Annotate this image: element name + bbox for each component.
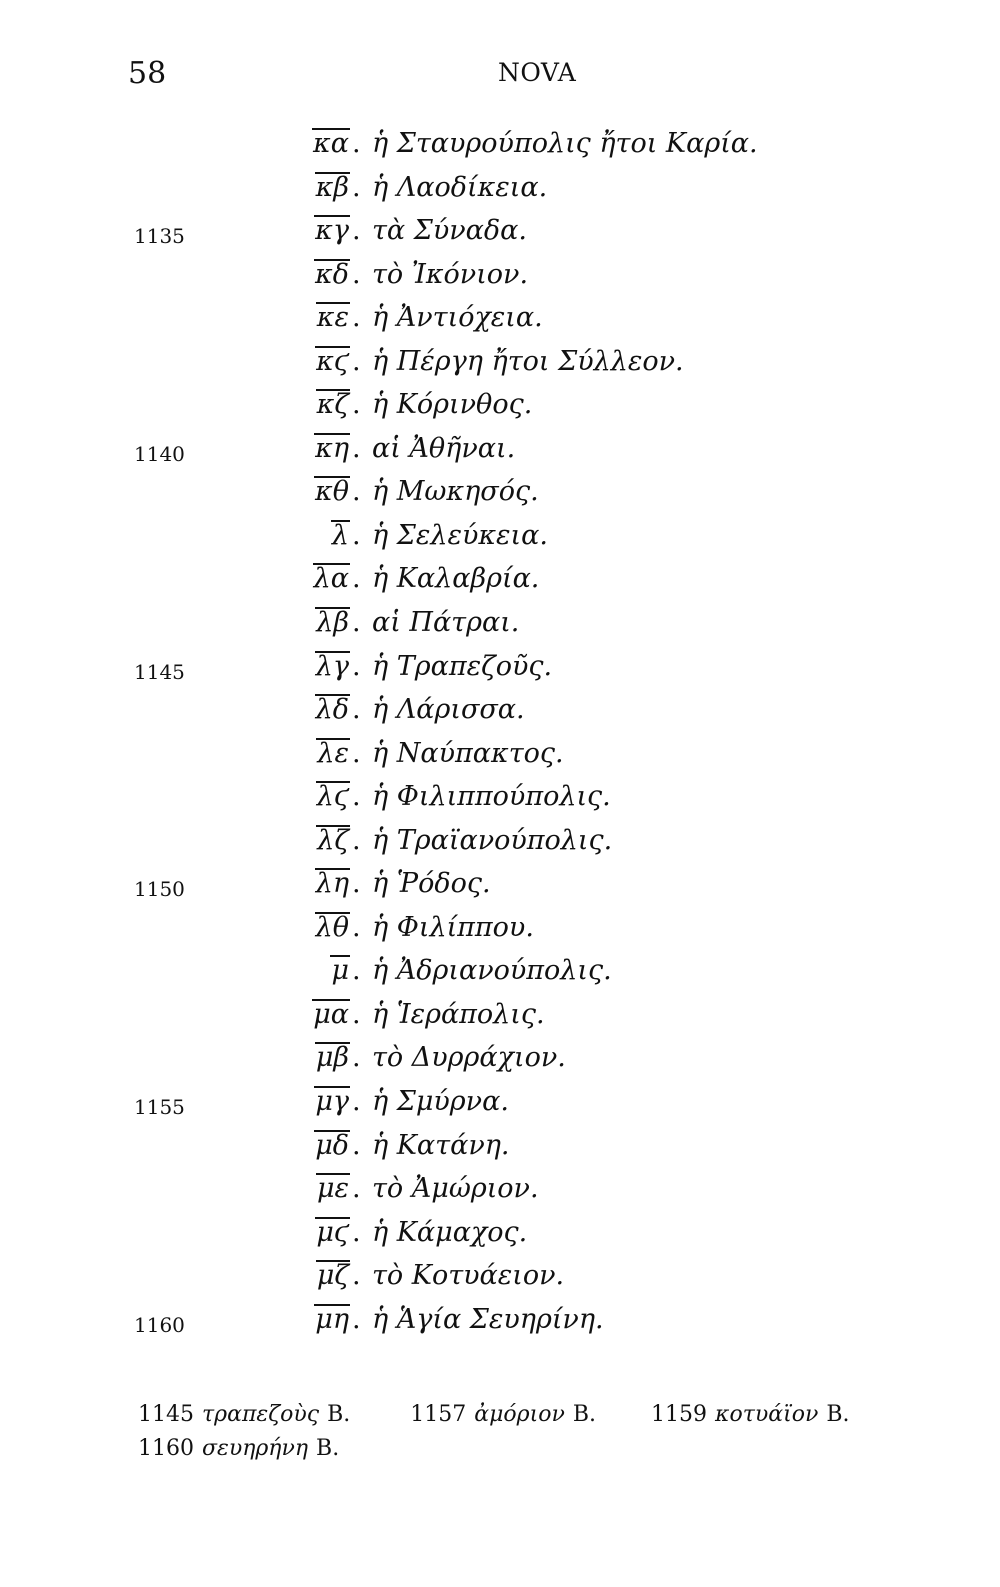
apparatus-note	[410, 1402, 596, 1427]
numeral-dot: .	[352, 955, 361, 987]
line-number: 1155	[134, 1095, 185, 1120]
apparatus-note	[651, 1402, 850, 1427]
entry-text: τὸ Δυρράχιον.	[372, 1042, 566, 1074]
list-entry	[0, 1169, 1000, 1213]
list-entry	[0, 298, 1000, 342]
greek-numeral: λζ	[317, 824, 349, 856]
entry-text: ἡ Λαοδίκεια.	[372, 171, 548, 203]
numeral-dot: .	[352, 302, 361, 334]
list-entry	[0, 690, 1000, 734]
entry-text: ἡ Σμύρνα.	[372, 1086, 509, 1118]
greek-numeral: λδ	[315, 694, 349, 726]
note-line-number: 1157	[410, 1402, 467, 1427]
numeral-dot: .	[352, 1129, 361, 1161]
note-variant: κοτυάϊον	[715, 1402, 819, 1427]
greek-numeral: λε	[317, 737, 349, 769]
list-entry	[0, 1213, 1000, 1257]
note-variant: ἀμόριον	[474, 1402, 565, 1427]
numeral-dot: .	[352, 1173, 361, 1205]
greek-numeral: λ	[331, 519, 349, 551]
list-entry	[0, 1300, 1000, 1344]
numeral-dot: .	[352, 998, 361, 1030]
numeral-dot: .	[352, 1086, 361, 1118]
list-entry	[0, 516, 1000, 560]
greek-numeral: κδ	[315, 258, 349, 290]
entry-text: ἡ Ναύπακτος.	[372, 737, 564, 769]
numeral-dot: .	[352, 128, 361, 159]
greek-numeral: μγ	[315, 1086, 349, 1118]
entry-text: ἡ Φιλιππούπολις.	[372, 781, 611, 813]
numeral-dot: .	[352, 389, 361, 421]
entry-text: αἱ Πάτραι.	[372, 607, 520, 639]
apparatus-line	[138, 1436, 850, 1470]
numeral-dot: .	[352, 694, 361, 726]
numeral-dot: .	[352, 781, 361, 813]
greek-numeral: κθ	[315, 476, 349, 508]
entry-text: ἡ Κατάνη.	[372, 1129, 510, 1161]
greek-numeral: λθ	[315, 911, 349, 943]
entry-text: ἡ Φιλίππου.	[372, 911, 534, 943]
entry-text: ἡ Ἀντιόχεια.	[372, 302, 543, 334]
note-siglum: B.	[316, 1436, 340, 1461]
list-entry	[0, 951, 1000, 995]
note-siglum: B.	[572, 1402, 597, 1427]
entry-list	[0, 124, 1000, 1343]
greek-numeral: μ	[331, 955, 349, 987]
apparatus-note	[138, 1402, 350, 1427]
numeral-dot: .	[352, 607, 361, 639]
entry-text: ἡ Ῥόδος.	[372, 868, 491, 900]
list-entry	[0, 1126, 1000, 1170]
line-number: 1145	[134, 659, 185, 684]
list-entry	[0, 255, 1000, 299]
note-variant: σευηρήνη	[202, 1436, 309, 1461]
line-number: 1140	[134, 441, 185, 466]
entry-text: αἱ Ἀθῆναι.	[372, 432, 516, 464]
entry-text: ἡ Λάρισσα.	[372, 694, 525, 726]
list-entry	[0, 1038, 1000, 1082]
greek-numeral: κϛ	[316, 345, 349, 377]
list-entry	[0, 429, 1000, 473]
greek-numeral: μζ	[316, 1260, 349, 1292]
list-entry	[0, 385, 1000, 429]
greek-numeral: κγ	[315, 215, 349, 247]
entry-text: τὸ Ἀμώριον.	[372, 1173, 539, 1205]
numeral-dot: .	[352, 171, 361, 203]
numeral-dot: .	[352, 519, 361, 551]
greek-numeral: κε	[316, 302, 349, 334]
numeral-dot: .	[352, 911, 361, 943]
line-number: 1135	[134, 224, 185, 249]
entry-text: ἡ Σταυρούπολις ἤτοι Καρία.	[372, 128, 758, 159]
greek-numeral: μϛ	[316, 1216, 349, 1248]
numeral-dot: .	[352, 258, 361, 290]
note-line-number: 1145	[138, 1402, 194, 1427]
greek-numeral: λα	[313, 563, 349, 595]
entry-text: ἡ Καλαβρία.	[372, 563, 540, 595]
numeral-dot: .	[352, 476, 361, 508]
entry-text: ἡ Μωκησός.	[372, 476, 539, 508]
entry-text: ἡ Τραπεζοῦς.	[372, 650, 553, 682]
numeral-dot: .	[352, 215, 361, 247]
greek-numeral: μα	[313, 998, 349, 1030]
numeral-dot: .	[352, 1042, 361, 1074]
list-entry	[0, 168, 1000, 212]
list-entry	[0, 603, 1000, 647]
numeral-dot: .	[352, 345, 361, 377]
numeral-dot: .	[352, 824, 361, 856]
list-entry	[0, 1082, 1000, 1126]
entry-text: ἡ Ἱεράπολις.	[372, 998, 545, 1030]
entry-text: ἡ Ἁγία Σευηρίνη.	[372, 1303, 604, 1335]
list-entry	[0, 342, 1000, 386]
apparatus-line	[138, 1402, 850, 1436]
entry-text: ἡ Σελεύκεια.	[372, 519, 548, 551]
greek-numeral: λϛ	[316, 781, 349, 813]
greek-numeral: μβ	[315, 1042, 349, 1074]
entry-text: τὰ Σύναδα.	[372, 215, 527, 247]
numeral-dot: .	[352, 737, 361, 769]
greek-numeral: κα	[313, 128, 349, 159]
note-line-number: 1160	[138, 1436, 194, 1461]
list-entry	[0, 777, 1000, 821]
greek-numeral: λγ	[315, 650, 349, 682]
greek-numeral: κβ	[315, 171, 349, 203]
list-entry	[0, 472, 1000, 516]
list-entry	[0, 559, 1000, 603]
numeral-dot: .	[352, 1260, 361, 1292]
greek-numeral: με	[316, 1173, 349, 1205]
list-entry	[0, 821, 1000, 865]
greek-numeral: κζ	[316, 389, 349, 421]
list-entry	[0, 864, 1000, 908]
numeral-dot: .	[352, 650, 361, 682]
entry-text: ἡ Τραϊανούπολις.	[372, 824, 613, 856]
list-entry	[0, 734, 1000, 778]
note-line-number: 1159	[651, 1402, 708, 1427]
entry-text: ἡ Κάμαχος.	[372, 1216, 528, 1248]
entry-text: ἡ Πέργη ἤτοι Σύλλεον.	[372, 345, 684, 377]
note-variant: τραπεζοὺς	[202, 1402, 320, 1427]
greek-numeral: μδ	[315, 1129, 349, 1161]
apparatus-note	[138, 1436, 339, 1461]
numeral-dot: .	[352, 1303, 361, 1335]
list-entry	[0, 124, 1000, 168]
running-head: NOVA	[498, 58, 577, 87]
numeral-dot: .	[352, 868, 361, 900]
list-entry	[0, 908, 1000, 952]
list-entry	[0, 1256, 1000, 1300]
entry-text: τὸ Ἰκόνιον.	[372, 258, 529, 290]
note-siglum: B.	[327, 1402, 351, 1427]
greek-numeral: λη	[315, 868, 349, 900]
numeral-dot: .	[352, 563, 361, 595]
greek-numeral: λβ	[316, 607, 349, 639]
numeral-dot: .	[352, 432, 361, 464]
critical-apparatus	[138, 1402, 850, 1470]
numeral-dot: .	[352, 1216, 361, 1248]
greek-numeral: μη	[315, 1303, 349, 1335]
entry-text: ἡ Κόρινθος.	[372, 389, 533, 421]
list-entry	[0, 647, 1000, 691]
note-siglum: B.	[826, 1402, 850, 1427]
page-number: 58	[128, 56, 167, 91]
line-number: 1160	[134, 1312, 185, 1337]
greek-numeral: κη	[315, 432, 349, 464]
entry-text: τὸ Κοτυάειον.	[372, 1260, 565, 1292]
list-entry	[0, 995, 1000, 1039]
entry-text: ἡ Ἀδριανούπολις.	[372, 955, 612, 987]
line-number: 1150	[134, 877, 185, 902]
list-entry	[0, 211, 1000, 255]
